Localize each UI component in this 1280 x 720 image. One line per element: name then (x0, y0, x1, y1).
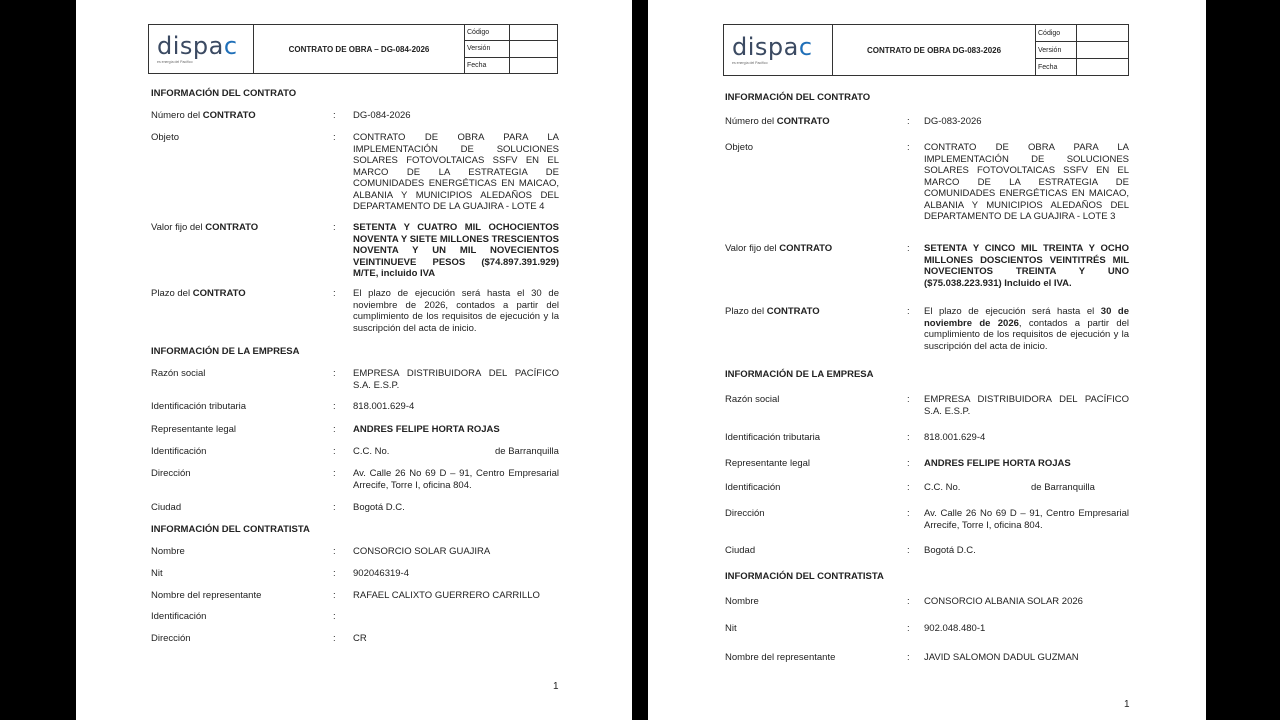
cnit-label: Nit (725, 623, 737, 634)
document-title: CONTRATO DE OBRA – DG-084-2026 (288, 44, 430, 54)
field-objeto: Objeto : CONTRATO DE OBRA PARA LA IMPLEMENTACIÓN DE SOLUCIONES SOLARES FOTOVOLTAICAS SSFV EN EL MARCO DE LA ESTRATEGIA DE COMUNIDADES ENERGÉTICAS EN MAICAO, ALBANIA Y MUNICIPIOS ALEDAÑOS DEL DEPARTAMENTO DE LA GUAJIRA - LOTE 3 (725, 142, 1129, 222)
meta-version-label: Versión (465, 41, 510, 56)
field-representante: Nombre del representante : RAFAEL CALIXTO GUERRERO CARRILLO (151, 590, 561, 604)
field-rep: Representante legal : ANDRES FELIPE HORTA ROJAS (725, 458, 1135, 472)
field-rep: Representante legal : ANDRES FELIPE HORTA ROJAS (151, 424, 561, 438)
valor-label-b: CONTRATO (205, 222, 259, 233)
numero-label-a: Número del (151, 110, 203, 121)
nit-label: Identificación tributaria (151, 401, 247, 412)
section-company-heading: INFORMACIÓN DE LA EMPRESA (151, 346, 300, 357)
valor-value: SETENTA Y CINCO MIL TREINTA Y OCHO MILLONES DOSCIENTOS VEINTITRÉS MIL NOVECIENTOS TREINTA Y UNO ($75.038.223.931) Incluido el IVA. (924, 243, 1129, 289)
ciudad-label: Ciudad (725, 545, 756, 556)
meta-version-label: Versión (1036, 42, 1077, 58)
field-razon: Razón social : EMPRESA DISTRIBUIDORA DEL PACÍFICO S.A. E.S.P. (151, 368, 559, 391)
plazo-label-a: Plazo del (725, 306, 767, 317)
dir-label: Dirección (151, 468, 191, 479)
dir-value: Av. Calle 26 No 69 D – 91, Centro Empresarial Arrecife, Torre I, oficina 804. (924, 508, 1129, 531)
id-label: Identificación (725, 482, 781, 493)
field-nit: Identificación tributaria : 818.001.629-4 (725, 432, 1135, 446)
objeto-label: Objeto (151, 132, 179, 143)
field-nombre: Nombre : CONSORCIO SOLAR GUAJIRA (151, 546, 561, 560)
section-company-heading: INFORMACIÓN DE LA EMPRESA (725, 369, 874, 380)
razon-label: Razón social (725, 394, 780, 405)
valor-value: SETENTA Y CUATRO MIL OCHOCIENTOS NOVENTA Y SIETE MILLONES TRESCIENTOS NOVENTA Y UN MIL NOVECIENTOS VEINTINUEVE PESOS ($74.897.391.929) M/TE, incluido IVA (353, 222, 559, 279)
meta-codigo-label: Código (1036, 25, 1077, 41)
field-representante: Nombre del representante : JAVID SALOMON DADUL GUZMAN (725, 652, 1135, 666)
field-identificacion: Identificación : C.C. No. de Barranquilla (151, 446, 561, 460)
plazo-label-a: Plazo del (151, 288, 193, 299)
logo-tagline: es energía del Pacífico (732, 61, 768, 65)
plazo-text-b: 30 de noviembre de 2026 (924, 306, 1129, 329)
plazo-label-b: CONTRATO (192, 288, 246, 299)
field-contratista-nit: Nit : 902.048.480-1 (725, 623, 1135, 637)
nombre-value: CONSORCIO ALBANIA SOLAR 2026 (924, 596, 1083, 607)
document-meta-table (464, 25, 557, 73)
cdir-value: CR (353, 633, 367, 644)
section-contractor-heading: INFORMACIÓN DEL CONTRATISTA (151, 524, 310, 535)
id-value-a: C.C. No. (924, 482, 961, 493)
field-contratista-dir: Dirección : CR (151, 633, 561, 647)
field-contratista-id: Identificación : (151, 611, 336, 622)
nit-value: 818.001.629-4 (353, 401, 415, 412)
field-numero: Número del CONTRATO : DG-084-2026 (151, 110, 561, 124)
logo-tagline: es energía del Pacífico (157, 60, 193, 64)
dir-value: Av. Calle 26 No 69 D – 91, Centro Empresarial Arrecife, Torre I, oficina 804. (353, 468, 559, 491)
nombre-label: Nombre (725, 596, 759, 607)
nrep-value: JAVID SALOMON DADUL GUZMAN (924, 652, 1079, 663)
field-valor: Valor fijo del CONTRATO : SETENTA Y CINCO MIL TREINTA Y OCHO MILLONES DOSCIENTOS VEINTITRÉS MIL NOVECIENTOS TREINTA Y UNO ($75.038.223.931) Incluido el IVA. (725, 243, 1129, 289)
field-razon: Razón social : EMPRESA DISTRIBUIDORA DEL PACÍFICO S.A. E.S.P. (725, 394, 1129, 417)
field-direccion: Dirección : Av. Calle 26 No 69 D – 91, Centro Empresarial Arrecife, Torre I, oficina 804. (725, 508, 1129, 531)
numero-label-b: CONTRATO (776, 116, 830, 127)
field-plazo: Plazo del CONTRATO : El plazo de ejecución será hasta el 30 de noviembre de 2026, contados a partir del cumplimiento de los requisitos de ejecución y la suscripción del acta de inicio. (151, 288, 559, 334)
meta-codigo-label: Código (465, 25, 510, 40)
document-meta-table (1035, 25, 1128, 75)
field-ciudad: Ciudad : Bogotá D.C. (151, 502, 561, 516)
ciudad-value: Bogotá D.C. (353, 502, 405, 513)
valor-label-a: Valor fijo del (151, 222, 206, 233)
document-header (148, 24, 558, 74)
section-contract-heading: INFORMACIÓN DEL CONTRATO (151, 88, 297, 99)
id-value-b: de Barranquilla (1031, 482, 1095, 493)
id-value-b: de Barranquilla (495, 446, 559, 457)
valor-label-b: CONTRATO (779, 243, 833, 254)
field-objeto: Objeto : CONTRATO DE OBRA PARA LA IMPLEMENTACIÓN DE SOLUCIONES SOLARES FOTOVOLTAICAS SSFV EN EL MARCO DE LA ESTRATEGIA DE COMUNIDADES ENERGÉTICAS EN MAICAO, ALBANIA Y MUNICIPIOS ALEDAÑOS DEL DEPARTAMENTO DE LA GUAJIRA - LOTE 4 (151, 132, 559, 212)
section-contract-heading: INFORMACIÓN DEL CONTRATO (725, 92, 871, 103)
dir-label: Dirección (725, 508, 765, 519)
dispac-logo (149, 25, 254, 73)
field-contratista-nit: Nit : 902046319-4 (151, 568, 561, 582)
objeto-value: CONTRATO DE OBRA PARA LA IMPLEMENTACIÓN DE SOLUCIONES SOLARES FOTOVOLTAICAS SSFV EN EL MARCO DE LA ESTRATEGIA DE COMUNIDADES ENERGÉTICAS EN MAICAO, ALBANIA Y MUNICIPIOS ALEDAÑOS DEL DEPARTAMENTO DE LA GUAJIRA - LOTE 4 (353, 132, 559, 212)
plazo-text-a: El plazo de ejecución será hasta el (924, 306, 1101, 317)
nombre-label: Nombre (151, 546, 185, 557)
field-plazo: Plazo del CONTRATO : El plazo de ejecución será hasta el 30 de noviembre de 2026, contados a partir del cumplimiento de los requisitos de ejecución y la suscripción del acta de inicio. (725, 306, 1130, 352)
document-header (723, 24, 1129, 76)
logo-wordmark: dispac (732, 33, 813, 61)
dispac-logo (724, 25, 833, 75)
nrep-label: Nombre del representante (151, 590, 262, 601)
cid-label: Identificación (151, 611, 207, 622)
objeto-value: CONTRATO DE OBRA PARA LA IMPLEMENTACIÓN DE SOLUCIONES SOLARES FOTOVOLTAICAS SSFV EN EL MARCO DE LA ESTRATEGIA DE COMUNIDADES ENERGÉTICAS EN MAICAO, ALBANIA Y MUNICIPIOS ALEDAÑOS DEL DEPARTAMENTO DE LA GUAJIRA - LOTE 3 (924, 142, 1129, 222)
numero-label-a: Número del (725, 116, 777, 127)
rep-label: Representante legal (725, 458, 811, 469)
field-numero: Número del CONTRATO : DG-083-2026 (725, 116, 1135, 130)
cnit-value: 902.048.480-1 (924, 623, 986, 634)
field-direccion: Dirección : Av. Calle 26 No 69 D – 91, Centro Empresarial Arrecife, Torre I, oficina 804. (151, 468, 559, 491)
id-value-a: C.C. No. (353, 446, 390, 457)
document-page-1 (76, 0, 632, 720)
logo-wordmark: dispac (157, 32, 238, 60)
section-contractor-heading: INFORMACIÓN DEL CONTRATISTA (725, 571, 884, 582)
numero-value: DG-084-2026 (353, 110, 411, 121)
valor-label-a: Valor fijo del (725, 243, 780, 254)
razon-value: EMPRESA DISTRIBUIDORA DEL PACÍFICO S.A. E.S.P. (924, 394, 1129, 417)
nombre-value: CONSORCIO SOLAR GUAJIRA (353, 546, 491, 557)
cnit-value: 902046319-4 (353, 568, 409, 579)
field-identificacion: Identificación : C.C. No. de Barranquilla (725, 482, 1135, 496)
id-label: Identificación (151, 446, 207, 457)
meta-fecha-label: Fecha (1036, 59, 1077, 75)
plazo-value (924, 306, 1129, 352)
objeto-label: Objeto (725, 142, 753, 153)
ciudad-value: Bogotá D.C. (924, 545, 976, 556)
razon-label: Razón social (151, 368, 206, 379)
numero-value: DG-083-2026 (924, 116, 982, 127)
nrep-value: RAFAEL CALIXTO GUERRERO CARRILLO (353, 590, 540, 601)
nit-label: Identificación tributaria (725, 432, 821, 443)
cnit-label: Nit (151, 568, 163, 579)
plazo-text-c: , contados a partir del cumplimiento de los requisitos de ejecución y la suscripción del acta de inicio. (924, 317, 1130, 352)
nit-value: 818.001.629-4 (924, 432, 986, 443)
nrep-label: Nombre del representante (725, 652, 836, 663)
razon-value: EMPRESA DISTRIBUIDORA DEL PACÍFICO S.A. E.S.P. (353, 368, 559, 391)
rep-value: ANDRES FELIPE HORTA ROJAS (924, 458, 1071, 469)
plazo-value: El plazo de ejecución será hasta el 30 de noviembre de 2026, contados a partir del cumplimiento de los requisitos de ejecución y la suscripción del acta de inicio. (353, 288, 559, 334)
document-page-2 (648, 0, 1206, 720)
document-title: CONTRATO DE OBRA DG-083-2026 (866, 45, 1002, 55)
field-nombre: Nombre : CONSORCIO ALBANIA SOLAR 2026 (725, 596, 1135, 610)
ciudad-label: Ciudad (151, 502, 182, 513)
rep-value: ANDRES FELIPE HORTA ROJAS (353, 424, 500, 435)
rep-label: Representante legal (151, 424, 237, 435)
page-number: 1 (1124, 699, 1130, 710)
field-valor: Valor fijo del CONTRATO : SETENTA Y CUATRO MIL OCHOCIENTOS NOVENTA Y SIETE MILLONES TRESCIENTOS NOVENTA Y UN MIL NOVECIENTOS VEINTINUEVE PESOS ($74.897.391.929) M/TE, incluido IVA (151, 222, 559, 279)
meta-fecha-label: Fecha (465, 58, 510, 73)
cdir-label: Dirección (151, 633, 191, 644)
field-ciudad: Ciudad : Bogotá D.C. (725, 545, 1135, 559)
field-nit: Identificación tributaria : 818.001.629-4 (151, 401, 561, 415)
plazo-label-b: CONTRATO (766, 306, 820, 317)
page-number: 1 (553, 681, 559, 692)
numero-label-b: CONTRATO (202, 110, 256, 121)
